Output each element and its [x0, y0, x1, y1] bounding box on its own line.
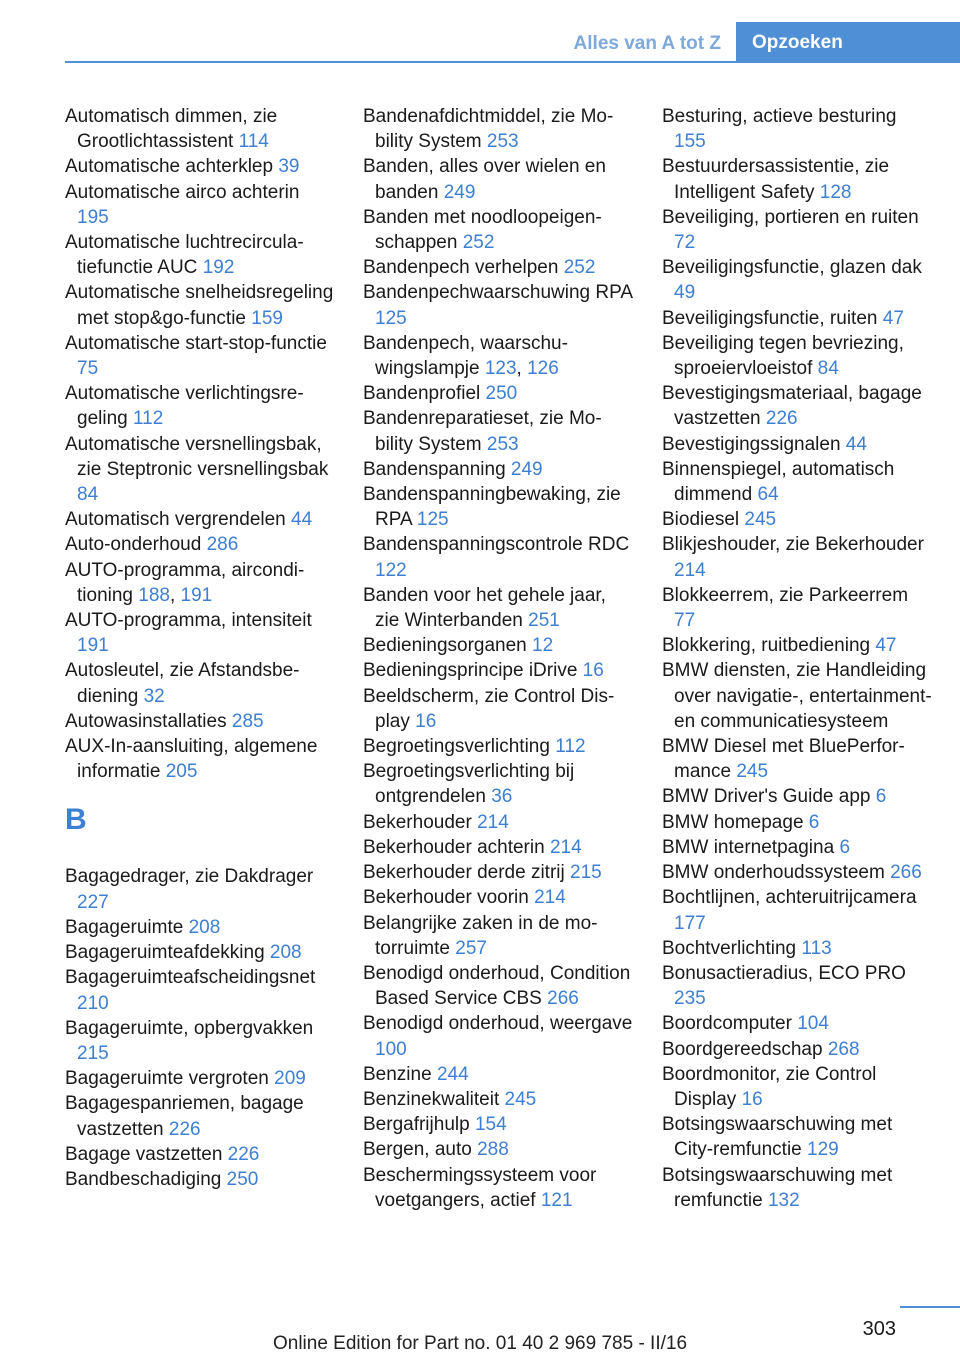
index-entry	[65, 507, 335, 532]
index-entry: AUTO-programma, airconditioning 188, 191	[65, 559, 305, 606]
index-term: Bergen, auto	[363, 1139, 472, 1161]
index-entry	[662, 507, 932, 532]
page-link[interactable]: 77	[674, 610, 696, 632]
index-entry	[65, 965, 335, 1015]
index-entry	[662, 734, 932, 784]
index-entry	[363, 1163, 633, 1213]
index-term: Begroetingsverlichting bij ontgrendelen	[363, 761, 575, 808]
page-link[interactable]: 191	[180, 584, 213, 606]
index-term: Benodigd onderhoud, Condition Based Service CBS	[363, 962, 631, 1010]
page-link[interactable]: 249	[443, 181, 476, 203]
page-link[interactable]: 210	[77, 992, 109, 1014]
index-entry	[363, 961, 633, 1011]
page-link[interactable]: 226	[765, 408, 798, 430]
index-term: Bekerhouder achterin	[363, 836, 545, 858]
page-link[interactable]: 245	[504, 1088, 537, 1110]
page-link[interactable]: 192	[202, 257, 235, 279]
page-link[interactable]: 104	[797, 1013, 829, 1035]
index-entry	[363, 532, 633, 582]
index-term: Beschermingssysteem voor voetgangers, actief	[363, 1164, 597, 1211]
page-link[interactable]: 125	[416, 509, 449, 531]
index-term: Besturing, actieve besturing	[662, 106, 897, 127]
index-term: Bochtlijnen, achteruitrijcamera	[662, 887, 917, 909]
index-entry	[363, 583, 633, 633]
index-term: Automatische start-stop-functie	[65, 332, 327, 354]
page-link[interactable]: 6	[839, 836, 851, 858]
section-tab[interactable]: Alles van A tot Z	[573, 33, 721, 54]
index-term: BMW homepage	[662, 811, 804, 833]
page-link[interactable]: 122	[375, 559, 407, 581]
index-entry	[662, 633, 932, 658]
index-term: Benzine	[363, 1063, 432, 1085]
index-entry	[65, 1142, 335, 1167]
index-column-2	[363, 104, 633, 1213]
page-link[interactable]: 125	[375, 307, 407, 329]
index-entry	[363, 280, 633, 330]
index-entry	[65, 734, 335, 784]
page-link[interactable]: 188	[138, 584, 170, 606]
index-entry	[65, 331, 335, 381]
page-link[interactable]: 235	[674, 988, 706, 1010]
page-link[interactable]: 44	[845, 433, 867, 455]
page-link[interactable]: 155	[674, 131, 706, 153]
index-term: Automatische achterklep	[65, 156, 274, 178]
index-entry	[65, 1016, 335, 1066]
page-link[interactable]: 226	[227, 1143, 260, 1165]
index-entry	[662, 331, 932, 381]
index-term: Botsingswaarschuwing met City-remfunctie	[662, 1114, 893, 1161]
index-entry	[363, 911, 633, 961]
page-link[interactable]: 253	[486, 131, 519, 153]
index-entry	[662, 1011, 932, 1036]
index-entry	[363, 734, 633, 759]
index-entry	[662, 583, 932, 633]
index-entry	[363, 255, 633, 280]
active-tab-opzoeken[interactable]: Opzoeken	[736, 22, 960, 63]
index-entry	[363, 205, 633, 255]
index-term: BMW internetpagina	[662, 836, 835, 858]
page-link[interactable]: 154	[474, 1114, 507, 1136]
index-entry	[662, 1037, 932, 1062]
index-term: Autosleutel, zie Afstandsbediening	[65, 660, 300, 707]
index-term: Beveiliging tegen bevriezing, sproeiervloeistof	[662, 332, 904, 380]
header-bar	[0, 0, 960, 64]
page-link[interactable]: 227	[77, 891, 109, 913]
index-entry	[363, 406, 633, 456]
index-entry	[363, 885, 633, 910]
index-entry	[363, 154, 633, 204]
page-link[interactable]: 214	[549, 836, 582, 858]
index-entry	[65, 864, 335, 914]
page-number: 303	[862, 1318, 896, 1340]
index-entry	[662, 457, 932, 507]
index-term: Banden met noodloopeigenschappen	[363, 206, 602, 254]
page-link[interactable]: 129	[807, 1139, 839, 1161]
index-term: Binnenspiegel, automatisch dimmend	[662, 458, 895, 506]
index-column-1	[65, 104, 335, 1192]
index-term: Bandbeschadiging	[65, 1168, 222, 1190]
page-link[interactable]: 121	[540, 1189, 573, 1211]
index-term: Automatische verlichtingsregeling	[65, 383, 304, 430]
page-link[interactable]: 288	[477, 1139, 509, 1161]
index-term: Bagagespanriemen, bagage vastzetten	[65, 1093, 304, 1140]
index-term: Bagagedrager, zie Dakdrager	[65, 866, 314, 888]
page-link[interactable]: 126	[527, 358, 559, 380]
index-term: BMW Driver's Guide app	[662, 786, 871, 808]
index-term: Boordmonitor, zie Control Display	[662, 1063, 877, 1110]
section-letter: B	[65, 803, 87, 837]
page-link[interactable]: 253	[486, 433, 519, 455]
index-entry	[662, 1163, 932, 1213]
index-entry	[662, 961, 932, 1011]
index-entry	[363, 810, 633, 835]
page-link[interactable]: 75	[77, 358, 99, 380]
footer-divider	[900, 1306, 960, 1308]
index-term: Bagageruimte vergroten	[65, 1068, 269, 1090]
index-entry	[65, 1066, 335, 1091]
index-term: Bekerhouder	[363, 811, 472, 833]
index-term: AUTO-programma, airconditioning	[65, 559, 305, 606]
index-term: Automatisch vergrendelen	[65, 509, 286, 531]
index-term: Benodigd onderhoud, weergave	[363, 1013, 633, 1035]
index-entry	[662, 784, 932, 809]
page-link[interactable]: 112	[555, 736, 586, 758]
index-term: Boordcomputer	[662, 1013, 792, 1035]
index-entry	[363, 457, 633, 482]
page-link[interactable]: 214	[534, 887, 566, 909]
index-entry	[662, 810, 932, 835]
page-link[interactable]: 84	[77, 484, 99, 506]
index-entry	[65, 1091, 335, 1141]
index-term: Bandenspanning	[363, 458, 506, 480]
index-entry	[662, 658, 932, 734]
index-entry	[363, 860, 633, 885]
index-term: Bergafrijhulp	[363, 1114, 470, 1136]
index-entry	[65, 230, 335, 280]
index-entry	[65, 1167, 335, 1192]
index-entry	[363, 759, 633, 809]
page-link[interactable]: 250	[226, 1168, 259, 1190]
page-link[interactable]: 159	[251, 307, 283, 329]
index-term: BMW diensten, zie Handleiding over navigatie-, entertainment- en communicatiesysteem	[662, 660, 932, 732]
index-entry	[65, 180, 335, 230]
index-entry	[662, 860, 932, 885]
page-link[interactable]: 244	[436, 1063, 469, 1085]
index-term: Bekerhouder voorin	[363, 887, 529, 909]
index-entry	[363, 482, 633, 532]
page-link[interactable]: 286	[206, 534, 239, 556]
page-link[interactable]: 47	[882, 307, 904, 329]
index-term: Bandenspanningbewaking, zie RPA	[363, 484, 621, 531]
page-link[interactable]: 195	[77, 206, 109, 228]
index-entry: Bandenpech, waarschuwingslampje 123, 126	[363, 332, 568, 380]
page-link[interactable]: 16	[741, 1088, 763, 1110]
index-entry	[662, 1112, 932, 1162]
index-entry	[65, 940, 335, 965]
index-term: Bagageruimte	[65, 916, 184, 938]
index-term: Blokkering, ruitbediening	[662, 635, 871, 657]
index-term: Automatische snelheidsregeling met stop&go-functie	[65, 282, 334, 329]
page-link[interactable]: 251	[528, 610, 560, 632]
index-term: Bandenprofiel	[363, 383, 481, 405]
page-link[interactable]: 84	[817, 358, 839, 380]
page-link[interactable]: 6	[875, 786, 887, 808]
index-entry	[662, 432, 932, 457]
index-term: Beveiligingsfunctie, glazen dak	[662, 257, 922, 279]
page-link[interactable]: 268	[827, 1038, 860, 1060]
index-entry	[662, 381, 932, 431]
index-entry	[363, 1062, 633, 1087]
index-entry	[662, 936, 932, 961]
index-entry	[65, 532, 335, 557]
index-term: Bevestigingsmateriaal, bagage vastzetten	[662, 383, 922, 430]
index-term: Bedieningsprincipe iDrive	[363, 660, 578, 682]
index-entry	[662, 306, 932, 331]
index-term: Blikjeshouder, zie Bekerhouder	[662, 534, 924, 556]
index-entry	[65, 280, 335, 330]
page-link[interactable]: 112	[133, 408, 164, 430]
page-link[interactable]: 123	[484, 358, 517, 380]
index-entry	[363, 381, 633, 406]
page-link[interactable]: 100	[375, 1038, 407, 1060]
page-link[interactable]: 6	[808, 811, 820, 833]
page-link[interactable]: 12	[532, 635, 554, 657]
index-term: Bandenpech verhelpen	[363, 257, 559, 279]
index-entry	[363, 835, 633, 860]
index-entry	[65, 104, 335, 154]
page-link[interactable]: 252	[462, 232, 495, 254]
page-link[interactable]: 245	[744, 509, 777, 531]
page-link[interactable]: 252	[563, 257, 596, 279]
index-entry	[662, 885, 932, 935]
page-link[interactable]: 208	[269, 942, 302, 964]
index-term: Banden voor het gehele jaar, zie Winterbanden	[363, 584, 606, 632]
index-entry	[662, 532, 932, 582]
index-term: Bandenreparatieset, zie Mobility System	[363, 408, 602, 455]
index-term: Bekerhouder derde zitrij	[363, 862, 565, 884]
index-entry	[662, 1062, 932, 1112]
index-entry	[662, 104, 932, 154]
index-term: Beveiliging, portieren en ruiten	[662, 206, 919, 228]
index-term: Bandenpechwaarschuwing RPA	[363, 282, 632, 304]
index-term: Botsingswaarschuwing met remfunctie	[662, 1164, 893, 1211]
index-entry	[363, 633, 633, 658]
index-entry	[363, 1087, 633, 1112]
index-term: Bagage vastzetten	[65, 1143, 223, 1165]
index-term: BMW onderhoudssysteem	[662, 862, 885, 884]
index-entry	[363, 1137, 633, 1162]
index-entry	[363, 104, 633, 154]
page-link[interactable]: 16	[415, 710, 437, 732]
index-entry	[65, 432, 335, 508]
index-term: AUX-In-aansluiting, algemene informatie	[65, 736, 318, 783]
index-term: Bagageruimteafscheidingsnet	[65, 967, 316, 989]
index-entry	[363, 1011, 633, 1061]
index-term: Belangrijke zaken in de motorruimte	[363, 912, 598, 959]
page-link[interactable]: 250	[485, 383, 518, 405]
index-entry	[65, 709, 335, 734]
index-entry	[363, 1112, 633, 1137]
page-link[interactable]: 214	[674, 559, 706, 581]
index-term: Blokkeerrem, zie Parkeerrem	[662, 584, 909, 606]
index-entry	[363, 684, 633, 734]
index-term: Beveiligingsfunctie, ruiten	[662, 307, 878, 329]
index-entry	[65, 608, 335, 658]
page-link[interactable]: 128	[819, 181, 852, 203]
header-divider	[65, 61, 960, 63]
page-link[interactable]: 226	[168, 1118, 201, 1140]
index-term: Bonusactieradius, ECO PRO	[662, 962, 906, 984]
index-term: Banden, alles over wielen en banden	[363, 156, 606, 203]
index-term: Begroetingsverlichting	[363, 736, 550, 758]
page-link[interactable]: 132	[767, 1189, 800, 1211]
page-link[interactable]: 113	[801, 937, 832, 959]
page-link[interactable]: 64	[757, 484, 779, 506]
index-term: Bandenpech, waarschuwingslampje	[363, 332, 568, 380]
page-link[interactable]: 285	[231, 710, 264, 732]
page-link[interactable]: 214	[477, 811, 509, 833]
index-term: Biodiesel	[662, 509, 740, 531]
index-term: Bedieningsorganen	[363, 635, 527, 657]
index-entry	[662, 255, 932, 305]
page-link[interactable]: 209	[274, 1068, 306, 1090]
index-entry	[65, 154, 335, 179]
index-term: Bochtverlichting	[662, 937, 797, 959]
index-entry	[662, 835, 932, 860]
page-link[interactable]: 208	[188, 916, 221, 938]
index-term: BMW Diesel met BluePerformance	[662, 736, 905, 783]
index-entry	[662, 205, 932, 255]
page-link[interactable]: 215	[570, 862, 602, 884]
page-link[interactable]: 36	[491, 786, 513, 808]
page-link[interactable]: 249	[510, 458, 543, 480]
page-link[interactable]: 191	[77, 635, 109, 657]
index-column-3	[662, 104, 932, 1213]
index-term: Bevestigingssignalen	[662, 433, 841, 455]
index-term: Boordgereedschap	[662, 1038, 823, 1060]
page-link[interactable]: 39	[278, 156, 300, 178]
page-link[interactable]: 205	[165, 761, 198, 783]
page-link[interactable]: 44	[291, 509, 313, 531]
page-link[interactable]: 266	[547, 988, 579, 1010]
page-link[interactable]: 257	[455, 937, 487, 959]
page-link[interactable]: 245	[736, 761, 769, 783]
index-term: Automatische versnellingsbak, zie Steptronic versnellingsbak	[65, 433, 329, 480]
page-link[interactable]: 49	[674, 282, 696, 304]
index-entry	[662, 154, 932, 204]
index-term: Bandenspanningscontrole RDC	[363, 534, 630, 556]
index-term: Bandenafdichtmiddel, zie Mobility System	[363, 106, 614, 153]
index-entry	[363, 658, 633, 683]
index-term: Bagageruimte, opbergvakken	[65, 1017, 314, 1039]
index-term: Automatische luchtrecirculatiefunctie AUC	[65, 232, 304, 279]
index-term: AUTO-programma, intensiteit	[65, 610, 312, 632]
page-link[interactable]: 266	[890, 862, 922, 884]
index-entry	[65, 658, 335, 708]
edition-footer: Online Edition for Part no. 01 40 2 969 785 - II/16	[272, 1333, 688, 1354]
index-entry	[65, 381, 335, 431]
page-link[interactable]: 32	[143, 685, 165, 707]
index-term: Automatische airco achterin	[65, 181, 300, 203]
index-term: Benzinekwaliteit	[363, 1088, 500, 1110]
index-entry	[65, 915, 335, 940]
index-term: Auto-onderhoud	[65, 534, 202, 556]
page-link[interactable]: 215	[77, 1042, 109, 1064]
index-term: Autowasinstallaties	[65, 710, 227, 732]
page-link[interactable]: 16	[582, 660, 604, 682]
index-term: Bagageruimteafdekking	[65, 942, 265, 964]
page-link[interactable]: 177	[674, 912, 706, 934]
index-term: Automatisch dimmen, zie Grootlichtassistent	[65, 106, 278, 153]
page-link[interactable]: 114	[238, 131, 269, 153]
page-link[interactable]: 47	[875, 635, 897, 657]
index-term: Bestuurdersassistentie, zie Intelligent Safety	[662, 156, 890, 203]
index-term: Beeldscherm, zie Control Display	[363, 685, 615, 732]
page-link[interactable]: 72	[674, 232, 696, 254]
